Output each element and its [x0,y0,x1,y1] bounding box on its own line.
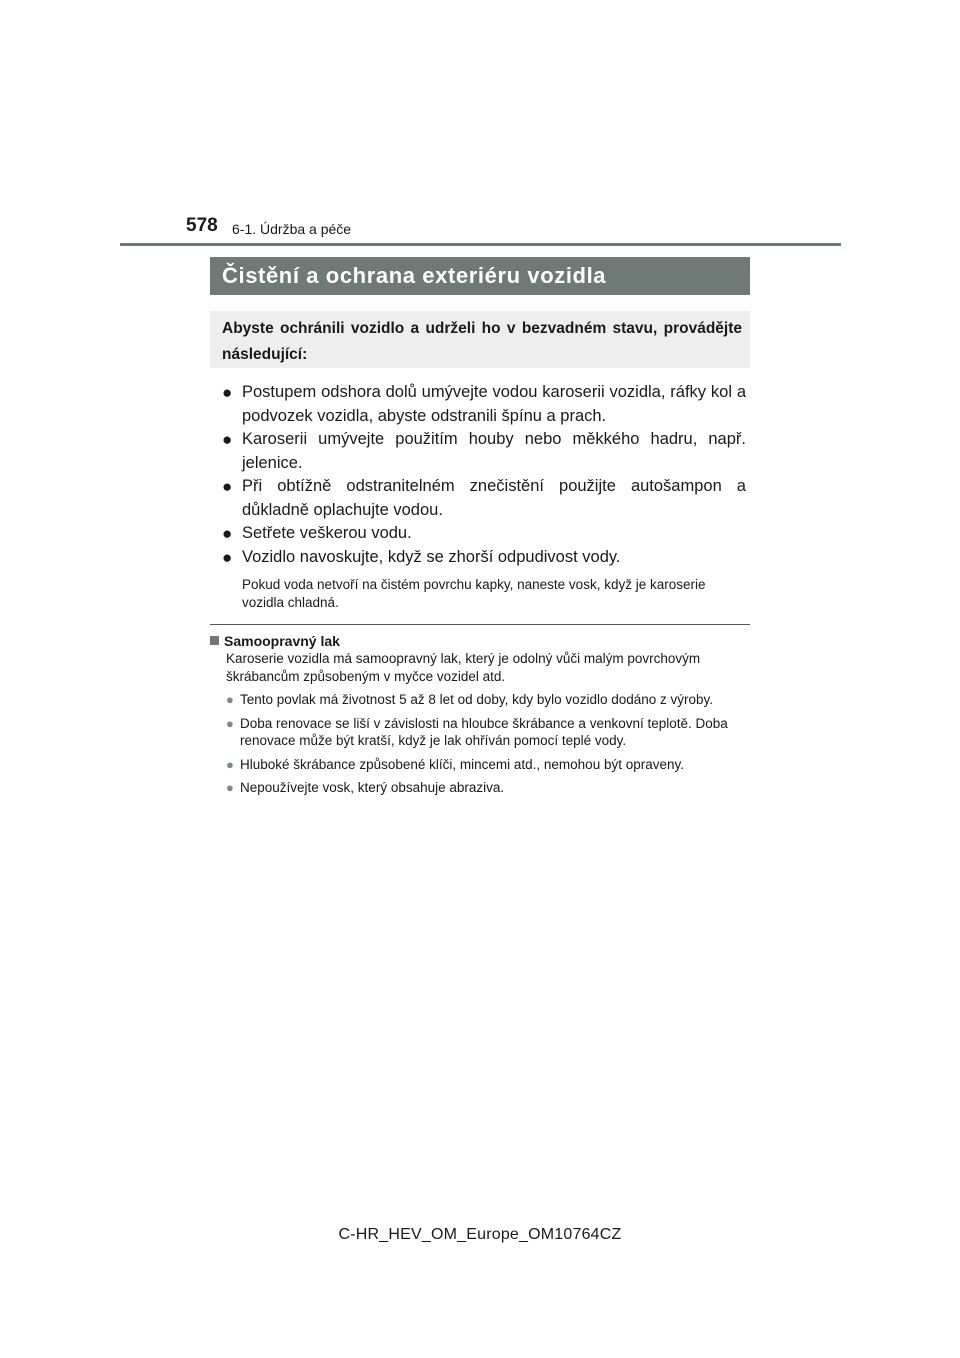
bullet-icon: ● [222,547,233,567]
list-item [222,428,746,475]
subsection-title-text: Samoopravný lak [224,633,340,649]
header-rule [120,243,841,246]
bullet-icon: ● [222,383,233,402]
list-item-text: Nepoužívejte vosk, který obsahuje abraziva. [240,780,505,795]
bullet-icon: ● [226,715,234,731]
page-title: Čistění a ochrana exteriéru vozidla [222,263,607,288]
section-path: 6-1. Údržba a péče [232,221,352,237]
list-item-text: Doba renovace se liší v závislosti na hloubce škrábance a venkovní teplotě. Doba renovace může být kratší, když je lak ohříván pomocí teplé vody. [240,715,728,748]
bullet-icon: ● [222,477,233,496]
list-item-text: Při obtížně odstranitelném znečistění použijte autošampon a důkladně oplachujte vodou. [242,477,746,519]
list-item [222,522,746,546]
main-list [222,381,746,569]
list-item-text: Karoserii umývejte použitím houby nebo měkkého hadru, např. jelenice. [242,430,746,472]
list-item [222,381,746,428]
intro-text: Abyste ochránili vozidlo a udrželi ho v bezvadném stavu, provádějte následující: [222,320,742,363]
list-item [226,756,750,774]
list-item-text: Setřete veškerou vodu. [242,524,412,542]
list-item-text: Hluboké škrábance způsobené klíči, mincemi atd., nemohou být opraveny. [240,756,684,772]
title-bar [210,257,750,295]
list-item [226,779,750,797]
list-item [226,715,750,750]
list-item [222,546,746,570]
bullet-icon: ● [226,780,234,795]
intro-box [210,311,750,368]
list-item-text: Vozidlo navoskujte, když se zhorší odpudivost vody. [242,547,621,566]
square-bullet-icon [210,636,219,645]
section-divider [210,624,750,625]
list-item-text: Tento povlak má životnost 5 až 8 let od doby, kdy bylo vozidlo dodáno z výroby. [240,692,714,707]
footer-code: C-HR_HEV_OM_Europe_OM10764CZ [338,1226,622,1243]
bullet-icon: ● [222,430,233,449]
note-text: Pokud voda netvoří na čistém povrchu kapky, naneste vosk, když je karoserie vozidla chladná. [242,577,706,610]
bullet-icon: ● [226,756,234,772]
subsection [210,632,750,803]
subsection-body: Karoserie vozidla má samoopravný lak, který je odolný vůči malým povrchovým škrábancům způsobeným v myčce vozidel atd. [226,651,701,684]
page-number: 578 [186,215,218,236]
bullet-icon: ● [222,524,233,543]
list-item [226,691,750,709]
list-item-text: Postupem odshora dolů umývejte vodou karoserii vozidla, ráfky kol a podvozek vozidla, abyste odstranili špínu a prach. [242,383,746,425]
subsection-list [226,691,750,797]
subsection-title [210,632,750,650]
list-item [222,475,746,522]
bullet-icon: ● [226,692,234,707]
